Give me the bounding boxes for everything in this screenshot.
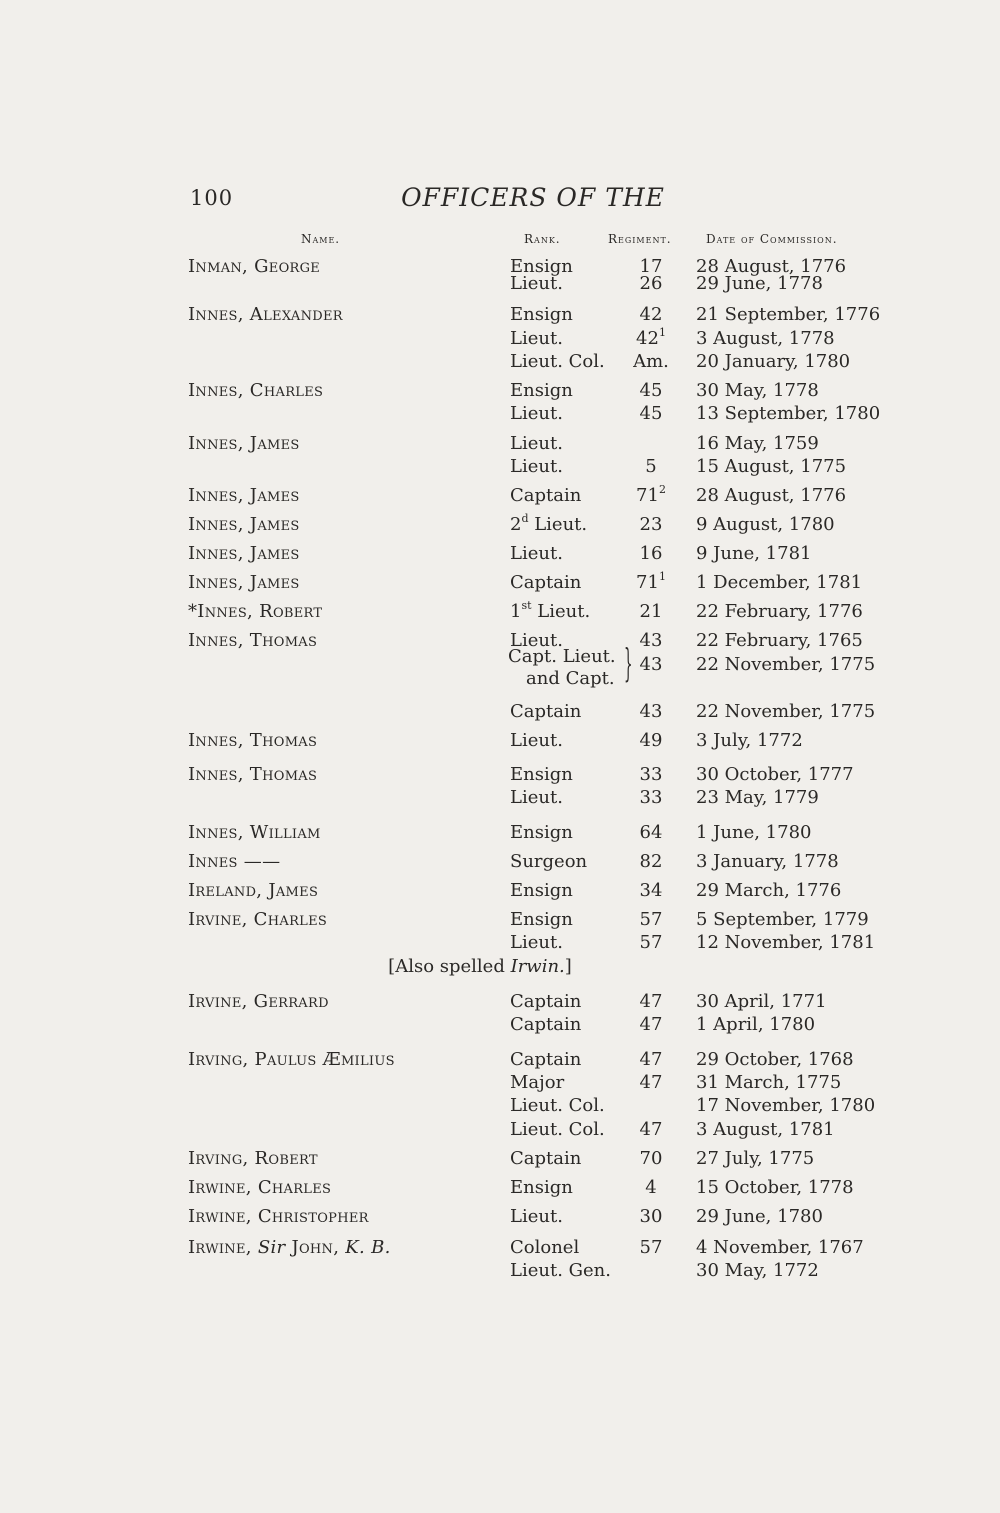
officer-regiment: 47 bbox=[639, 1119, 663, 1140]
officer-rank: Lieut. bbox=[510, 456, 563, 477]
officer-rank: Lieut. bbox=[510, 730, 563, 751]
officer-rank bbox=[508, 646, 616, 690]
commission-date: 9 August, 1780 bbox=[696, 514, 835, 535]
officer-regiment: 45 bbox=[639, 380, 663, 401]
officer-rank: Captain bbox=[510, 1049, 582, 1070]
officer-regiment: $42^1$ bbox=[636, 326, 666, 349]
officer-regiment: Am. bbox=[633, 351, 669, 372]
column-header-regiment: Regiment. bbox=[608, 232, 672, 246]
officer-rank: Ensign bbox=[510, 764, 573, 785]
officer-name: Innes —— bbox=[188, 851, 281, 872]
officer-rank: Ensign bbox=[510, 880, 573, 901]
commission-date: 3 January, 1778 bbox=[696, 851, 839, 872]
table-row bbox=[0, 1014, 1000, 1040]
commission-date: 15 October, 1778 bbox=[696, 1177, 854, 1198]
officer-name: Innes, Thomas bbox=[188, 730, 318, 751]
officer-rank: Lieut. bbox=[510, 932, 563, 953]
officer-name: Innes, James bbox=[188, 514, 300, 535]
officer-rank: Lieut. Col. bbox=[510, 1095, 605, 1116]
officer-name: Innes, James bbox=[188, 485, 300, 506]
officer-name: Inman, George bbox=[188, 256, 321, 277]
officer-rank: Surgeon bbox=[510, 851, 588, 872]
commission-date: 22 November, 1775 bbox=[696, 654, 876, 675]
officer-regiment: 57 bbox=[639, 1237, 663, 1258]
officer-regiment: $71^1$ bbox=[636, 570, 666, 593]
officer-rank: Ensign bbox=[510, 304, 573, 325]
commission-date: 23 May, 1779 bbox=[696, 787, 819, 808]
officer-rank: Captain bbox=[510, 485, 582, 506]
officer-regiment: 33 bbox=[639, 764, 663, 785]
officer-regiment: 57 bbox=[639, 932, 663, 953]
officer-rank: Lieut. bbox=[510, 787, 563, 808]
officer-regiment: 43 bbox=[639, 701, 663, 722]
page-number: 100 bbox=[190, 186, 234, 210]
commission-date: 29 June, 1780 bbox=[696, 1206, 823, 1227]
table-row bbox=[0, 403, 1000, 429]
officer-name: *Innes, Robert bbox=[188, 601, 323, 622]
commission-date: 30 May, 1772 bbox=[696, 1260, 819, 1281]
table-row bbox=[0, 1206, 1000, 1232]
table-row bbox=[0, 730, 1000, 756]
commission-date: 20 January, 1780 bbox=[696, 351, 851, 372]
officer-rank: Captain bbox=[510, 572, 582, 593]
commission-date: 22 February, 1776 bbox=[696, 601, 863, 622]
commission-date: 17 November, 1780 bbox=[696, 1095, 876, 1116]
table-row bbox=[0, 1095, 1000, 1121]
commission-date: 1 December, 1781 bbox=[696, 572, 863, 593]
commission-date: 29 March, 1776 bbox=[696, 880, 842, 901]
commission-date: 3 July, 1772 bbox=[696, 730, 803, 751]
commission-date: 27 July, 1775 bbox=[696, 1148, 815, 1169]
table-row bbox=[0, 1148, 1000, 1174]
officer-rank: Ensign bbox=[510, 1177, 573, 1198]
officer-rank: Captain bbox=[510, 1014, 582, 1035]
rank-superscript: st bbox=[521, 599, 532, 612]
officer-name: Irwine, Sir John, K. B. bbox=[188, 1237, 391, 1258]
officer-regiment: 34 bbox=[639, 880, 663, 901]
officer-rank: Major bbox=[510, 1072, 565, 1093]
officer-name: Ireland, James bbox=[188, 880, 319, 901]
officer-name: Irvine, Charles bbox=[188, 909, 328, 930]
officer-name: Irwine, Christopher bbox=[188, 1206, 369, 1227]
officer-rank: Colonel bbox=[510, 1237, 580, 1258]
commission-date: 12 November, 1781 bbox=[696, 932, 876, 953]
commission-date: 28 August, 1776 bbox=[696, 485, 847, 506]
table-row bbox=[0, 273, 1000, 299]
spelling-note: [Also spelled Irwin.] bbox=[388, 956, 572, 977]
commission-date: 5 September, 1779 bbox=[696, 909, 869, 930]
officer-rank: Ensign bbox=[510, 256, 573, 277]
officer-rank: Ensign bbox=[510, 909, 573, 930]
officer-rank: Ensign bbox=[510, 380, 573, 401]
officer-regiment: 33 bbox=[639, 787, 663, 808]
officer-rank: Captain bbox=[510, 701, 582, 722]
officer-regiment: 45 bbox=[639, 403, 663, 424]
commission-date: 21 September, 1776 bbox=[696, 304, 881, 325]
officer-regiment: 82 bbox=[639, 851, 663, 872]
officer-regiment: 42 bbox=[639, 304, 663, 325]
page-header bbox=[0, 183, 1000, 218]
officer-rank: Lieut. bbox=[510, 1206, 563, 1227]
commission-date: 1 June, 1780 bbox=[696, 822, 812, 843]
table-row bbox=[0, 543, 1000, 569]
officer-regiment: $71^2$ bbox=[636, 483, 666, 506]
commission-date: 3 August, 1778 bbox=[696, 328, 835, 349]
rank-line: Capt. Lieut. bbox=[508, 646, 616, 667]
table-row bbox=[0, 880, 1000, 906]
officer-regiment: 30 bbox=[639, 1206, 663, 1227]
officer-regiment: 5 bbox=[645, 456, 657, 477]
officer-regiment: 47 bbox=[639, 1072, 663, 1093]
officer-rank: Lieut. Col. bbox=[510, 351, 605, 372]
officer-name: Innes, Charles bbox=[188, 380, 324, 401]
commission-date: 28 August, 1776 bbox=[696, 256, 847, 277]
table-row bbox=[0, 514, 1000, 540]
officer-name: Irwine, Charles bbox=[188, 1177, 332, 1198]
table-row bbox=[0, 932, 1000, 958]
officer-name: Innes, Thomas bbox=[188, 630, 318, 651]
officer-name: Irvine, Gerrard bbox=[188, 991, 329, 1012]
officer-name: Irving, Paulus Æmilius bbox=[188, 1049, 395, 1070]
commission-date: 30 October, 1777 bbox=[696, 764, 854, 785]
table-row bbox=[0, 1119, 1000, 1145]
officer-name: Innes, Thomas bbox=[188, 764, 318, 785]
table-row bbox=[0, 485, 1000, 511]
commission-date: 22 November, 1775 bbox=[696, 701, 876, 722]
officer-rank: 1st Lieut. bbox=[510, 599, 591, 622]
table-row bbox=[0, 1177, 1000, 1203]
column-header-name: Name. bbox=[301, 232, 341, 246]
officer-regiment: 23 bbox=[639, 514, 663, 535]
commission-date: 29 October, 1768 bbox=[696, 1049, 854, 1070]
regiment-superscript: 2 bbox=[658, 483, 666, 496]
officer-rank: Lieut. bbox=[510, 273, 563, 294]
name-title: Sir bbox=[257, 1237, 286, 1258]
officer-rank: Lieut. bbox=[510, 630, 563, 651]
officer-regiment: 47 bbox=[639, 1049, 663, 1070]
officer-name: Innes, James bbox=[188, 433, 300, 454]
rank-line: and Capt. bbox=[526, 668, 615, 689]
officer-rank: Captain bbox=[510, 991, 582, 1012]
commission-date: 15 August, 1775 bbox=[696, 456, 847, 477]
officer-rank: Lieut. bbox=[510, 433, 563, 454]
officer-regiment: 43 bbox=[639, 654, 663, 675]
table-row bbox=[0, 630, 1000, 656]
officer-rank: Lieut. bbox=[510, 328, 563, 349]
officer-regiment: 47 bbox=[639, 1014, 663, 1035]
table-row bbox=[0, 822, 1000, 848]
commission-date: 30 May, 1778 bbox=[696, 380, 819, 401]
table-row bbox=[0, 572, 1000, 598]
officer-name: Innes, James bbox=[188, 543, 300, 564]
rank-superscript: d bbox=[521, 512, 529, 525]
officer-regiment: 21 bbox=[639, 601, 663, 622]
brace-mark: } bbox=[624, 641, 633, 685]
name-honour: K. B. bbox=[345, 1237, 391, 1258]
officer-name: Innes, James bbox=[188, 572, 300, 593]
regiment-superscript: 1 bbox=[658, 326, 666, 339]
officer-regiment: 16 bbox=[639, 543, 663, 564]
officer-regiment: 4 bbox=[645, 1177, 657, 1198]
table-row bbox=[0, 456, 1000, 482]
commission-date: 4 November, 1767 bbox=[696, 1237, 864, 1258]
table-row bbox=[0, 787, 1000, 813]
commission-date: 30 April, 1771 bbox=[696, 991, 827, 1012]
officer-rank: Lieut. Col. bbox=[510, 1119, 605, 1140]
officer-name: Innes, William bbox=[188, 822, 321, 843]
table-row bbox=[0, 701, 1000, 727]
commission-date: 29 June, 1778 bbox=[696, 273, 823, 294]
officer-regiment: 47 bbox=[639, 991, 663, 1012]
regiment-superscript: 1 bbox=[658, 570, 666, 583]
officer-regiment: 49 bbox=[639, 730, 663, 751]
column-header-rank: Rank. bbox=[524, 232, 561, 246]
note-italic: Irwin. bbox=[510, 956, 565, 977]
commission-date: 31 March, 1775 bbox=[696, 1072, 842, 1093]
officer-regiment: 64 bbox=[639, 822, 663, 843]
table-row bbox=[0, 351, 1000, 377]
officer-name: Irving, Robert bbox=[188, 1148, 318, 1169]
table-row bbox=[0, 304, 1000, 330]
officer-rank: Ensign bbox=[510, 822, 573, 843]
officer-name: Innes, Alexander bbox=[188, 304, 343, 325]
commission-date: 1 April, 1780 bbox=[696, 1014, 816, 1035]
officer-rank: Captain bbox=[510, 1148, 582, 1169]
officer-regiment: 43 bbox=[639, 630, 663, 651]
commission-date: 22 February, 1765 bbox=[696, 630, 863, 651]
table-row bbox=[0, 1260, 1000, 1286]
officer-rank: Lieut. bbox=[510, 543, 563, 564]
officer-regiment: 17 bbox=[639, 256, 663, 277]
table-row bbox=[0, 641, 1000, 689]
column-header-date: Date of Commission. bbox=[706, 232, 838, 246]
commission-date: 3 August, 1781 bbox=[696, 1119, 835, 1140]
commission-date: 16 May, 1759 bbox=[696, 433, 819, 454]
officer-regiment: 70 bbox=[639, 1148, 663, 1169]
officer-regiment: 57 bbox=[639, 909, 663, 930]
commission-date: 9 June, 1781 bbox=[696, 543, 812, 564]
officer-rank: Lieut. bbox=[510, 403, 563, 424]
officer-rank: Lieut. Gen. bbox=[510, 1260, 611, 1281]
table-row bbox=[0, 601, 1000, 627]
table-row bbox=[0, 851, 1000, 877]
officer-rank: 2$^d$ Lieut. bbox=[510, 512, 588, 535]
commission-date: 13 September, 1780 bbox=[696, 403, 881, 424]
officer-regiment: 26 bbox=[639, 273, 663, 294]
table-row bbox=[0, 956, 1000, 982]
running-head: OFFICERS OF THE bbox=[401, 183, 665, 212]
